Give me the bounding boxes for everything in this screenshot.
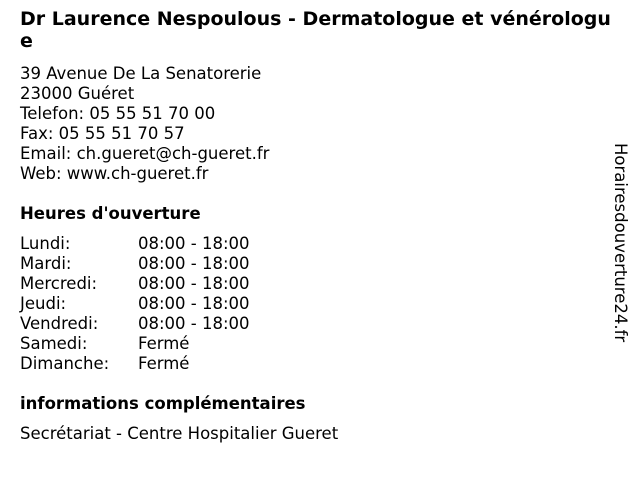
hours-day: Dimanche: — [20, 354, 110, 373]
hours-row — [20, 354, 250, 374]
contact-block — [20, 64, 269, 184]
page-title: Dr Laurence Nespoulous - Dermatologue et vénérologue — [20, 8, 611, 52]
fax-number: Fax: 05 55 51 70 57 — [20, 124, 185, 143]
hours-day: Lundi: — [20, 234, 71, 253]
side-brand-text: Horairesdouverture24.fr — [611, 143, 630, 343]
hours-row — [20, 254, 250, 274]
hours-day: Vendredi: — [20, 314, 99, 333]
hours-time: 08:00 - 18:00 — [138, 314, 250, 333]
hours-row — [20, 234, 250, 254]
website: Web: www.ch-gueret.fr — [20, 164, 209, 183]
hours-day: Samedi: — [20, 334, 88, 353]
hours-time: Fermé — [138, 334, 190, 353]
hours-time: Fermé — [138, 354, 190, 373]
email-address: Email: ch.gueret@ch-gueret.fr — [20, 144, 270, 163]
phone-number: Telefon: 05 55 51 70 00 — [20, 104, 216, 123]
hours-heading: Heures d'ouverture — [20, 204, 201, 223]
hours-row — [20, 334, 250, 354]
hours-time: 08:00 - 18:00 — [138, 254, 250, 273]
hours-row — [20, 294, 250, 314]
hours-time: 08:00 - 18:00 — [138, 274, 250, 293]
hours-table — [20, 234, 250, 374]
side-brand — [610, 133, 630, 353]
address-street: 39 Avenue De La Senatorerie — [20, 64, 262, 83]
hours-day: Jeudi: — [20, 294, 67, 313]
hours-row — [20, 314, 250, 334]
hours-time: 08:00 - 18:00 — [138, 234, 250, 253]
info-heading: informations complémentaires — [20, 394, 306, 413]
hours-day: Mardi: — [20, 254, 72, 273]
hours-row — [20, 274, 250, 294]
hours-day: Mercredi: — [20, 274, 98, 293]
hours-time: 08:00 - 18:00 — [138, 294, 250, 313]
info-text: Secrétariat - Centre Hospitalier Gueret — [20, 424, 339, 443]
address-city: 23000 Guéret — [20, 84, 135, 103]
